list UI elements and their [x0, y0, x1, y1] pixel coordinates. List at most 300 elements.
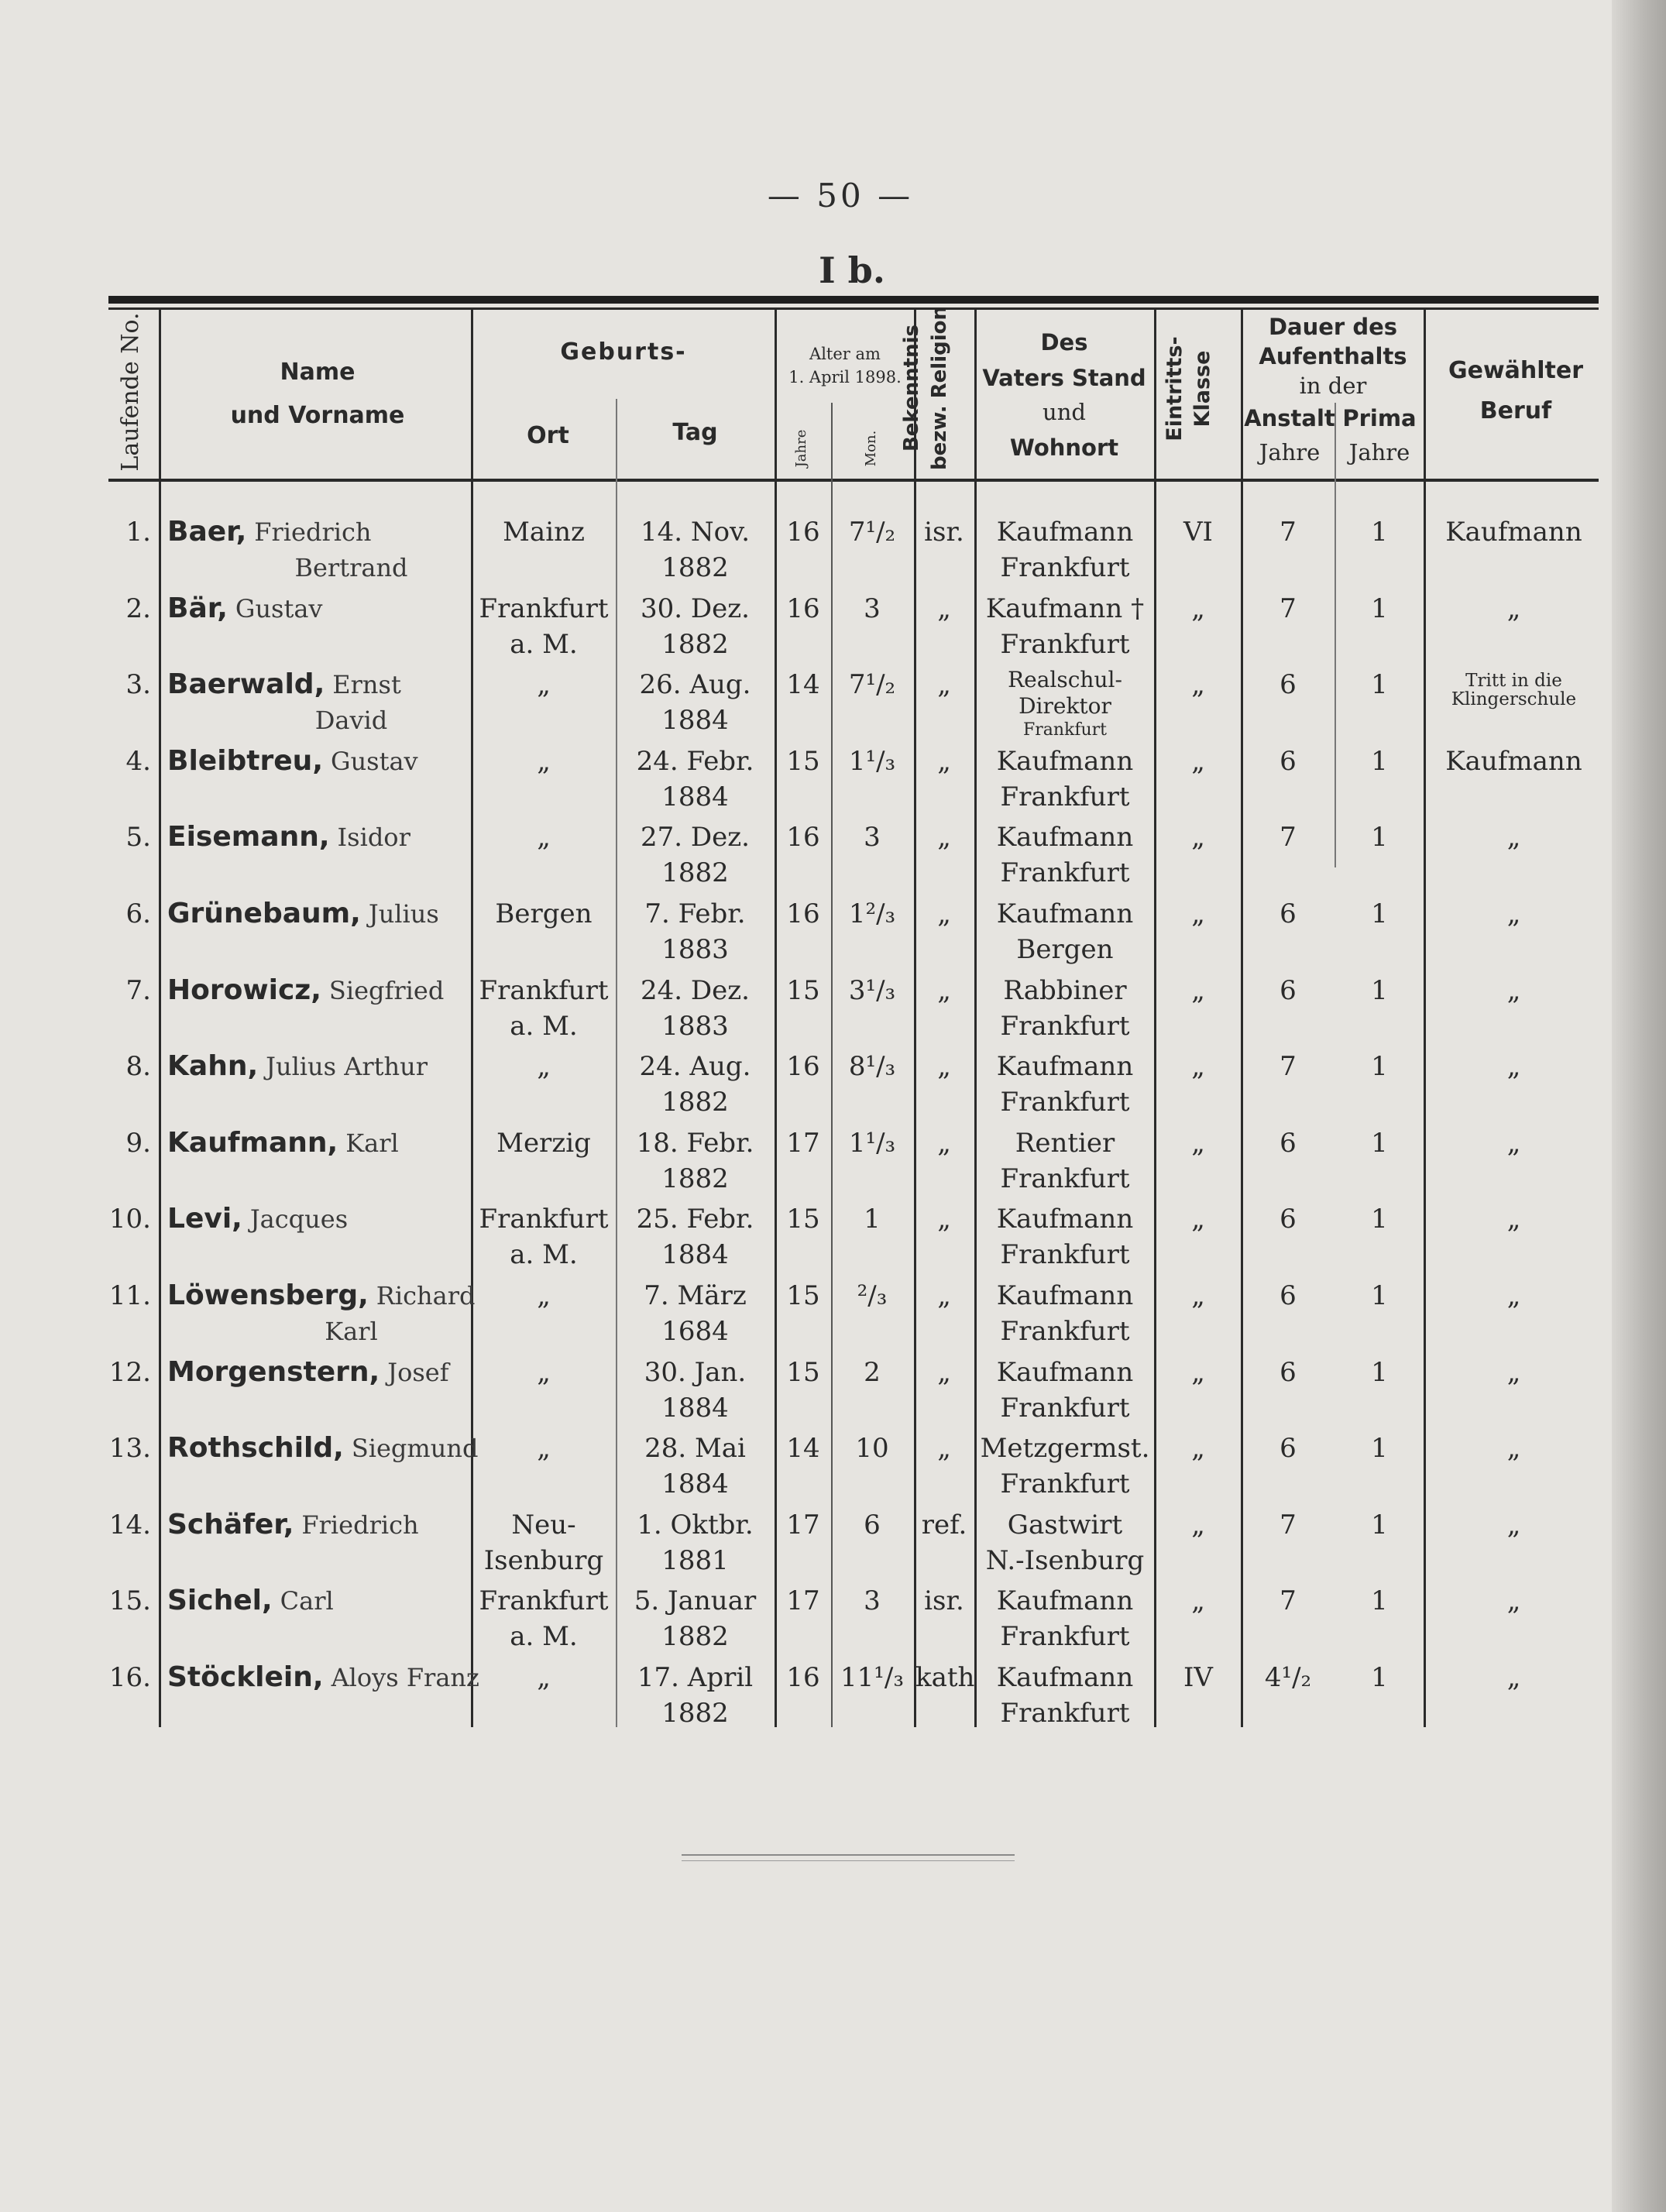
cell-vater2: Frankfurt	[1000, 552, 1130, 583]
student-name	[167, 1125, 465, 1161]
header-monate: Mon.	[863, 430, 879, 467]
cell-tag2: 1884	[661, 1239, 729, 1270]
cell-rel: „	[937, 1280, 951, 1311]
surname: Löwensberg,	[167, 1279, 369, 1311]
cell-eintritt: „	[1191, 1051, 1205, 1082]
surname: Bär,	[167, 592, 228, 624]
header-name: Name	[280, 359, 356, 386]
page-edge	[1612, 0, 1666, 2212]
surname: Bleibtreu,	[167, 745, 323, 777]
surname: Baer,	[167, 516, 247, 548]
given-name-cont: David	[314, 706, 388, 735]
cell-tag2: 1883	[661, 1011, 729, 1042]
cell-rel: „	[937, 1051, 951, 1082]
cell-ort2: a. M.	[510, 629, 578, 660]
cell-ort1: „	[537, 822, 551, 853]
cell-mon: 6	[864, 1510, 881, 1540]
cell-beruf1: „	[1506, 975, 1521, 1006]
cell-anstalt: 6	[1280, 1357, 1297, 1388]
cell-ort1: Frankfurt	[479, 1585, 609, 1616]
surname: Rothschild,	[167, 1432, 344, 1464]
cell-beruf1: „	[1506, 1357, 1521, 1388]
top-rule-thin	[108, 307, 1599, 310]
cell-beruf1: Tritt in die	[1465, 671, 1562, 691]
cell-vater1: Kaufmann	[996, 1585, 1134, 1616]
given-name: Isidor	[337, 823, 410, 852]
cell-prima: 1	[1371, 1433, 1388, 1464]
cell-ort1: „	[537, 746, 551, 777]
cell-beruf2: Klingerschule	[1451, 689, 1577, 709]
cell-jahre: 17	[786, 1585, 820, 1616]
student-name	[167, 744, 465, 779]
cell-prima: 1	[1371, 746, 1388, 777]
cell-vater1: Kaufmann	[996, 1280, 1134, 1311]
student-name	[167, 1278, 476, 1314]
cell-beruf1: „	[1506, 593, 1521, 624]
cell-no: 7.	[125, 975, 151, 1006]
header-des: Des	[1040, 329, 1088, 356]
student-name	[167, 591, 465, 627]
header-anstalt: Anstalt	[1244, 405, 1335, 431]
cell-tag2: 1884	[661, 1468, 729, 1499]
cell-anstalt: 6	[1280, 975, 1297, 1006]
cell-tag1: 25. Febr.	[636, 1204, 754, 1235]
header-alter-date: 1. April 1898.	[788, 368, 902, 386]
col-divider	[1335, 403, 1336, 867]
student-name	[167, 819, 465, 855]
header-alter: Alter am	[809, 345, 881, 363]
cell-tag2: 1882	[661, 629, 729, 660]
cell-beruf1: „	[1506, 822, 1521, 853]
cell-jahre: 17	[786, 1510, 820, 1540]
header-bottom-rule	[108, 479, 1599, 482]
cell-vater2: Frankfurt	[1000, 1621, 1130, 1652]
cell-tag2: 1882	[661, 1698, 729, 1729]
given-name: Josef	[387, 1358, 449, 1387]
header-vaters-stand: Vaters Stand	[982, 365, 1146, 391]
surname: Grünebaum,	[167, 898, 361, 929]
header-vorname: und Vorname	[230, 402, 405, 429]
cell-rel: „	[937, 1204, 951, 1235]
cell-vater2: Frankfurt	[1000, 1239, 1130, 1270]
given-name-cont: Bertrand	[294, 553, 408, 582]
cell-tag1: 27. Dez.	[641, 822, 750, 853]
cell-rel: „	[937, 1357, 951, 1388]
cell-eintritt: „	[1191, 1510, 1205, 1540]
surname: Eisemann,	[167, 821, 330, 853]
cell-vater2: Frankfurt	[1000, 1316, 1130, 1347]
cell-rel: isr.	[924, 517, 964, 548]
cell-rel: kath	[915, 1662, 975, 1693]
cell-rel: „	[937, 822, 951, 853]
given-name: Gustav	[235, 594, 323, 623]
header-bekenntnis: Bekenntnis	[900, 324, 923, 452]
cell-prima: 1	[1371, 1662, 1388, 1693]
cell-tag1: 24. Febr.	[636, 746, 754, 777]
cell-beruf1: „	[1506, 1051, 1521, 1082]
closing-rule	[682, 1854, 1015, 1856]
cell-no: 5.	[125, 822, 151, 853]
cell-anstalt: 7	[1280, 1510, 1297, 1540]
cell-ort1: „	[537, 1280, 551, 1311]
cell-vater2: Frankfurt	[1000, 629, 1130, 660]
cell-ort1: Frankfurt	[479, 1204, 609, 1235]
cell-vater2: Frankfurt	[1000, 1087, 1130, 1118]
cell-ort1: „	[537, 1051, 551, 1082]
cell-tag1: 30. Jan.	[644, 1357, 747, 1388]
cell-anstalt: 6	[1280, 1128, 1297, 1159]
cell-tag2: 1882	[661, 552, 729, 583]
surname: Morgenstern,	[167, 1356, 380, 1388]
cell-tag1: 7. Febr.	[644, 898, 746, 929]
cell-ort2: a. M.	[510, 1011, 578, 1042]
cell-eintritt: „	[1191, 1204, 1205, 1235]
cell-tag2: 1884	[661, 1393, 729, 1424]
cell-vater1: Kaufmann	[996, 1204, 1134, 1235]
surname: Kaufmann,	[167, 1127, 338, 1159]
cell-eintritt: „	[1191, 1128, 1205, 1159]
cell-eintritt: IV	[1183, 1662, 1213, 1693]
cell-vater2: Frankfurt	[1000, 1163, 1130, 1194]
header-religion: bezw. Religion	[928, 305, 951, 471]
cell-anstalt: 7	[1280, 593, 1297, 624]
cell-prima: 1	[1371, 593, 1388, 624]
cell-vater2: Frankfurt	[1000, 857, 1130, 888]
cell-tag2: 1882	[661, 1621, 729, 1652]
cell-vater1: Kaufmann †	[985, 593, 1145, 624]
student-name	[167, 1431, 479, 1466]
cell-rel: isr.	[924, 1585, 964, 1616]
cell-tag2: 1884	[661, 781, 729, 812]
given-name: Julius	[368, 899, 439, 929]
cell-eintritt: „	[1191, 822, 1205, 853]
cell-jahre: 16	[786, 822, 820, 853]
col-divider	[1424, 310, 1426, 1727]
cell-eintritt: „	[1191, 898, 1205, 929]
cell-beruf1: „	[1506, 1585, 1521, 1616]
cell-anstalt: 6	[1280, 1280, 1297, 1311]
cell-no: 6.	[125, 898, 151, 929]
cell-ort1: „	[537, 669, 551, 700]
cell-eintritt: „	[1191, 593, 1205, 624]
cell-no: 2.	[125, 593, 151, 624]
cell-mon: 3	[864, 1585, 881, 1616]
header-ort: Ort	[527, 422, 569, 449]
cell-vater1: Kaufmann	[996, 1357, 1134, 1388]
cell-vater2: Frankfurt	[1000, 1698, 1130, 1729]
cell-no: 1.	[125, 517, 151, 548]
cell-tag1: 18. Febr.	[636, 1128, 754, 1159]
student-name	[167, 1355, 465, 1390]
header-anstalt-jahre: Jahre	[1259, 439, 1321, 465]
cell-rel: „	[937, 1433, 951, 1464]
cell-beruf1: Kaufmann	[1445, 746, 1582, 777]
cell-vater2: Frankfurt	[1000, 1011, 1130, 1042]
cell-rel: „	[937, 898, 951, 929]
cell-vater2: Bergen	[1016, 934, 1114, 965]
cell-tag2: 1684	[661, 1316, 729, 1347]
header-prima: Prima	[1342, 405, 1417, 431]
cell-tag1: 24. Dez.	[641, 975, 750, 1006]
cell-tag2: 1882	[661, 1163, 729, 1194]
surname: Sichel,	[167, 1585, 273, 1616]
cell-vater1: Gastwirt	[1007, 1510, 1123, 1540]
cell-beruf1: „	[1506, 1662, 1521, 1693]
cell-prima: 1	[1371, 517, 1388, 548]
cell-prima: 1	[1371, 1051, 1388, 1082]
cell-prima: 1	[1371, 1204, 1388, 1235]
cell-jahre: 15	[786, 975, 820, 1006]
cell-prima: 1	[1371, 1357, 1388, 1388]
cell-vater2: N.-Isenburg	[985, 1545, 1145, 1576]
cell-mon: 1²/₃	[848, 898, 896, 929]
cell-vater1: Rentier	[1015, 1128, 1115, 1159]
cell-rel: „	[937, 975, 951, 1006]
cell-vater1: Kaufmann	[996, 517, 1134, 548]
given-name: Siegmund	[351, 1434, 479, 1463]
cell-vater2: Frankfurt	[1000, 781, 1130, 812]
cell-mon: 1	[864, 1204, 881, 1235]
header-klasse: Klasse	[1190, 350, 1214, 428]
cell-tag1: 24. Aug.	[639, 1051, 751, 1082]
cell-eintritt: „	[1191, 669, 1205, 700]
col-divider	[831, 403, 833, 1727]
cell-jahre: 14	[786, 669, 820, 700]
cell-tag1: 17. April	[637, 1662, 754, 1693]
header-dauer: Dauer des	[1268, 314, 1398, 340]
cell-beruf1: „	[1506, 1204, 1521, 1235]
cell-eintritt: „	[1191, 1280, 1205, 1311]
cell-ort1: Bergen	[495, 898, 593, 929]
cell-prima: 1	[1371, 975, 1388, 1006]
cell-tag1: 5. Januar	[634, 1585, 757, 1616]
cell-tag1: 7. März	[644, 1280, 747, 1311]
cell-no: 8.	[125, 1051, 151, 1082]
given-name: Siegfried	[328, 976, 445, 1005]
col-divider	[616, 399, 617, 1727]
cell-mon: 7¹/₂	[848, 517, 896, 548]
student-name	[167, 896, 465, 932]
cell-no: 10.	[108, 1204, 151, 1235]
cell-jahre: 16	[786, 1662, 820, 1693]
cell-vater2: Frankfurt	[1000, 1468, 1130, 1499]
header-jahre: Jahre	[793, 429, 809, 468]
cell-anstalt: 6	[1280, 898, 1297, 929]
cell-no: 11.	[108, 1280, 151, 1311]
cell-ort2: Isenburg	[483, 1545, 604, 1576]
cell-vater1: Kaufmann	[996, 822, 1134, 853]
page-number: — 50 —	[767, 177, 914, 215]
cell-vater1: Kaufmann	[996, 746, 1134, 777]
given-name: Richard	[376, 1281, 476, 1310]
given-name: Ernst	[332, 670, 401, 699]
given-name: Friedrich	[254, 517, 372, 547]
cell-jahre: 16	[786, 1051, 820, 1082]
cell-jahre: 14	[786, 1433, 820, 1464]
cell-mon: 3	[864, 822, 881, 853]
cell-tag2: 1882	[661, 857, 729, 888]
cell-ort1: Frankfurt	[479, 593, 609, 624]
cell-prima: 1	[1371, 822, 1388, 853]
cell-jahre: 16	[786, 898, 820, 929]
cell-ort1: Frankfurt	[479, 975, 609, 1006]
cell-prima: 1	[1371, 669, 1388, 700]
cell-mon: 11¹/₃	[840, 1662, 904, 1693]
cell-ort1: Mainz	[503, 517, 585, 548]
cell-anstalt: 7	[1280, 822, 1297, 853]
cell-jahre: 15	[786, 1280, 820, 1311]
cell-mon: 3	[864, 593, 881, 624]
cell-rel: ref.	[921, 1510, 967, 1540]
cell-prima: 1	[1371, 1510, 1388, 1540]
cell-mon: 8¹/₃	[848, 1051, 896, 1082]
cell-eintritt: „	[1191, 1585, 1205, 1616]
cell-vater1: Kaufmann	[996, 1051, 1134, 1082]
given-name: Carl	[280, 1586, 334, 1616]
cell-tag1: 30. Dez.	[641, 593, 750, 624]
cell-mon: ²/₃	[857, 1280, 888, 1311]
header-geburts: Geburts-	[560, 338, 687, 366]
cell-ort1: „	[537, 1357, 551, 1388]
cell-anstalt: 7	[1280, 517, 1297, 548]
cell-ort1: Merzig	[496, 1128, 591, 1159]
cell-rel: „	[937, 669, 951, 700]
cell-vater1: Kaufmann	[996, 1662, 1134, 1693]
cell-tag1: 14. Nov.	[640, 517, 751, 548]
cell-rel: „	[937, 593, 951, 624]
cell-tag2: 1884	[661, 705, 729, 736]
given-name-cont: Karl	[325, 1317, 378, 1346]
cell-tag1: 1. Oktbr.	[637, 1510, 754, 1540]
student-name	[167, 514, 465, 550]
cell-rel: „	[937, 1128, 951, 1159]
cell-anstalt: 6	[1280, 1204, 1297, 1235]
cell-rel: „	[937, 746, 951, 777]
surname: Kahn,	[167, 1050, 259, 1082]
cell-jahre: 16	[786, 517, 820, 548]
cell-tag2: 1881	[661, 1545, 729, 1576]
cell-jahre: 15	[786, 1357, 820, 1388]
header-eintritts: Eintritts-	[1163, 336, 1187, 441]
cell-jahre: 15	[786, 1204, 820, 1235]
cell-no: 4.	[125, 746, 151, 777]
student-name	[167, 1049, 465, 1084]
header-aufenthalts: Aufenthalts	[1259, 343, 1407, 369]
cell-prima: 1	[1371, 1280, 1388, 1311]
given-name: Julius Arthur	[266, 1052, 428, 1081]
cell-no: 3.	[125, 669, 151, 700]
header-beruf: Beruf	[1479, 397, 1552, 424]
surname: Schäfer,	[167, 1509, 294, 1540]
cell-ort1: „	[537, 1662, 551, 1693]
cell-vater2: Direktor	[1018, 693, 1111, 719]
cell-ort1: Neu-	[511, 1510, 576, 1540]
col-divider	[471, 310, 473, 1727]
cell-mon: 2	[864, 1357, 881, 1388]
student-name	[167, 667, 465, 702]
class-label: I b.	[819, 249, 885, 291]
cell-ort2: a. M.	[510, 1239, 578, 1270]
cell-jahre: 15	[786, 746, 820, 777]
cell-ort2: a. M.	[510, 1621, 578, 1652]
surname: Stöcklein,	[167, 1661, 324, 1693]
cell-vater1: Realschul-	[1008, 667, 1122, 692]
cell-anstalt: 6	[1280, 669, 1297, 700]
surname: Horowicz,	[167, 974, 321, 1006]
closing-rule-thin	[682, 1860, 1015, 1861]
given-name: Gustav	[331, 747, 418, 776]
given-name: Karl	[345, 1128, 399, 1158]
given-name: Friedrich	[301, 1510, 419, 1540]
surname: Baerwald,	[167, 668, 325, 700]
given-name: Aloys Franz	[331, 1663, 479, 1692]
cell-no: 9.	[125, 1128, 151, 1159]
cell-mon: 10	[855, 1433, 889, 1464]
cell-mon: 1¹/₃	[848, 746, 896, 777]
cell-eintritt: „	[1191, 1357, 1205, 1388]
cell-no: 13.	[108, 1433, 151, 1464]
cell-mon: 7¹/₂	[848, 669, 896, 700]
cell-tag1: 28. Mai	[644, 1433, 746, 1464]
cell-anstalt: 7	[1280, 1051, 1297, 1082]
cell-prima: 1	[1371, 1585, 1388, 1616]
cell-beruf1: „	[1506, 1433, 1521, 1464]
cell-jahre: 16	[786, 593, 820, 624]
cell-prima: 1	[1371, 898, 1388, 929]
student-name	[167, 1201, 465, 1237]
student-name	[167, 1583, 465, 1619]
header-tag: Tag	[672, 419, 718, 446]
header-wohnort: Wohnort	[1009, 434, 1119, 461]
cell-mon: 3¹/₃	[848, 975, 896, 1006]
cell-eintritt: VI	[1183, 517, 1213, 548]
cell-eintritt: „	[1191, 1433, 1205, 1464]
cell-beruf1: „	[1506, 898, 1521, 929]
header-gewaehlter: Gewählter	[1448, 357, 1584, 384]
top-rule	[108, 296, 1599, 304]
cell-beruf1: „	[1506, 1128, 1521, 1159]
cell-mon: 1¹/₃	[848, 1128, 896, 1159]
surname: Levi,	[167, 1203, 242, 1235]
student-name	[167, 973, 465, 1008]
cell-beruf1: „	[1506, 1510, 1521, 1540]
cell-vater1: Metzgermst.	[980, 1433, 1150, 1464]
cell-vater3: Frankfurt	[1022, 720, 1108, 740]
cell-anstalt: 4¹/₂	[1264, 1662, 1312, 1693]
cell-tag2: 1882	[661, 1087, 729, 1118]
cell-eintritt: „	[1191, 975, 1205, 1006]
cell-no: 12.	[108, 1357, 151, 1388]
student-name	[167, 1660, 479, 1695]
cell-ort1: „	[537, 1433, 551, 1464]
cell-beruf1: „	[1506, 1280, 1521, 1311]
cell-anstalt: 6	[1280, 746, 1297, 777]
cell-jahre: 17	[786, 1128, 820, 1159]
cell-no: 14.	[108, 1510, 151, 1540]
cell-vater2: Frankfurt	[1000, 1393, 1130, 1424]
cell-beruf1: Kaufmann	[1445, 517, 1582, 548]
header-prima-jahre: Jahre	[1348, 439, 1410, 465]
header-und: und	[1043, 399, 1086, 425]
header-laufende-no: Laufende No.	[117, 312, 144, 472]
cell-prima: 1	[1371, 1128, 1388, 1159]
cell-vater1: Rabbiner	[1003, 975, 1127, 1006]
header-in-der: in der	[1299, 373, 1367, 399]
cell-vater1: Kaufmann	[996, 898, 1134, 929]
cell-tag2: 1883	[661, 934, 729, 965]
col-divider	[159, 310, 161, 1727]
cell-no: 16.	[108, 1662, 151, 1693]
